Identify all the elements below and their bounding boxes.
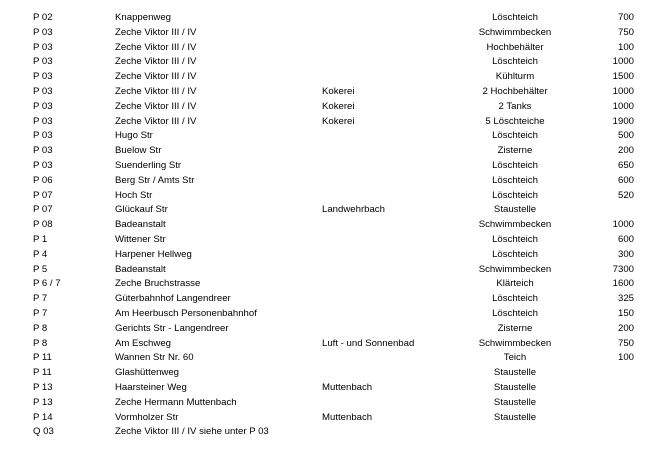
- street-cell: Hugo Str: [115, 130, 153, 142]
- table-row: [0, 277, 652, 292]
- type-cell: Klärteich: [496, 278, 534, 290]
- type-cell: 5 Löschteiche: [485, 115, 545, 127]
- note-cell: Kokerei: [322, 100, 355, 112]
- street-cell: Zeche Viktor III / IV: [115, 85, 197, 97]
- note-cell: Luft - und Sonnenbad: [322, 337, 415, 349]
- plan-cell: P 03: [33, 41, 53, 53]
- type-cell: Löschteich: [492, 174, 538, 186]
- street-cell: Glashüttenweg: [115, 367, 179, 379]
- type-cell: Schwimmbecken: [478, 337, 552, 349]
- table-row: [0, 307, 652, 322]
- volume-cell: 750: [617, 26, 634, 38]
- table-row: [0, 11, 652, 26]
- street-cell: Badeanstalt: [115, 263, 166, 275]
- street-cell: Zeche Viktor III / IV: [115, 26, 197, 38]
- plan-cell: P 03: [33, 26, 53, 38]
- plan-cell: P 07: [33, 189, 53, 201]
- table-row: [0, 85, 652, 100]
- volume-cell: 520: [617, 189, 634, 201]
- table-row: [0, 55, 652, 70]
- table-row: [0, 189, 652, 204]
- volume-cell: 1000: [612, 219, 634, 231]
- volume-cell: 325: [617, 293, 634, 305]
- plan-cell: P 6 / 7: [33, 278, 61, 290]
- plan-cell: P 14: [33, 411, 53, 423]
- note-cell: Muttenbach: [322, 381, 373, 393]
- table-row: [0, 203, 652, 218]
- plan-cell: P 13: [33, 396, 53, 408]
- table-row: [0, 100, 652, 115]
- type-cell: Kühlturm: [495, 71, 535, 83]
- volume-cell: 150: [617, 307, 634, 319]
- street-cell: Wittener Str: [115, 233, 166, 245]
- note-cell: Muttenbach: [322, 411, 373, 423]
- street-cell: Wannen Str Nr. 60: [115, 352, 194, 364]
- volume-cell: 600: [617, 174, 634, 186]
- street-cell: Gerichts Str - Langendreer: [115, 322, 229, 334]
- note-cell: Kokerei: [322, 115, 355, 127]
- plan-cell: P 03: [33, 56, 53, 68]
- volume-cell: 1900: [612, 115, 634, 127]
- plan-cell: P 02: [33, 12, 53, 23]
- plan-cell: P 07: [33, 204, 53, 216]
- volume-cell: 1000: [612, 85, 634, 97]
- table-row: [0, 26, 652, 41]
- type-cell: Staustelle: [493, 204, 537, 216]
- volume-cell: 1000: [612, 56, 634, 68]
- table-row: [0, 218, 652, 233]
- table-row: [0, 381, 652, 396]
- volume-cell: 1600: [612, 278, 634, 290]
- type-cell: Schwimmbecken: [478, 26, 552, 38]
- table-row: [0, 263, 652, 278]
- table-row: [0, 115, 652, 130]
- plan-cell: P 5: [33, 263, 48, 275]
- street-cell: Am Eschweg: [115, 337, 171, 349]
- type-cell: Löschteich: [492, 233, 538, 245]
- plan-cell: P 03: [33, 85, 53, 97]
- plan-cell: P 08: [33, 219, 53, 231]
- volume-cell: 750: [617, 337, 634, 349]
- plan-cell: P 13: [33, 381, 53, 393]
- volume-cell: 600: [617, 233, 634, 245]
- table-row: [0, 174, 652, 189]
- plan-cell: P 8: [33, 337, 48, 349]
- street-cell: Suenderling Str: [115, 159, 182, 171]
- plan-cell: P 11: [33, 367, 52, 379]
- type-cell: Löschteich: [492, 189, 538, 201]
- type-cell: Löschteich: [492, 293, 538, 305]
- street-cell: Zeche Viktor III / IV: [115, 71, 197, 83]
- table-row: [0, 351, 652, 366]
- plan-cell: P 1: [33, 233, 48, 245]
- volume-cell: 200: [617, 322, 634, 334]
- type-cell: Staustelle: [493, 396, 537, 408]
- table-row: [0, 129, 652, 144]
- type-cell: Löschteich: [492, 130, 538, 142]
- table-row: [0, 159, 652, 174]
- table-row: [0, 396, 652, 411]
- table-row: [0, 70, 652, 85]
- volume-cell: 650: [617, 159, 634, 171]
- street-cell: Zeche Viktor III / IV: [115, 56, 197, 68]
- volume-cell: 500: [617, 130, 634, 142]
- street-cell: Zeche Hermann Muttenbach: [115, 396, 237, 408]
- type-cell: Löschteich: [492, 159, 538, 171]
- type-cell: Teich: [503, 352, 527, 364]
- street-cell: Badeanstalt: [115, 219, 166, 231]
- plan-cell: P 03: [33, 71, 53, 83]
- volume-cell: 1000: [612, 100, 634, 112]
- table-row: [0, 41, 652, 56]
- volume-cell: 100: [617, 41, 634, 53]
- street-cell: Knappenweg: [115, 12, 172, 23]
- street-cell: Haarsteiner Weg: [115, 381, 187, 393]
- street-cell: Berg Str / Amts Str: [115, 174, 195, 186]
- plan-cell: Q 03: [33, 426, 54, 438]
- street-cell: Hoch Str: [115, 189, 153, 201]
- type-cell: 2 Hochbehälter: [482, 85, 548, 97]
- plan-cell: P 03: [33, 159, 53, 171]
- plan-cell: P 4: [33, 248, 48, 260]
- type-cell: Löschteich: [492, 307, 538, 319]
- water-source-table: [0, 11, 652, 440]
- type-cell: Löschteich: [492, 248, 538, 260]
- plan-cell: P 06: [33, 174, 53, 186]
- plan-cell: P 7: [33, 307, 48, 319]
- type-cell: Staustelle: [493, 367, 537, 379]
- plan-cell: P 03: [33, 130, 53, 142]
- street-cell: Zeche Viktor III / IV: [115, 100, 197, 112]
- street-cell: Zeche Viktor III / IV: [115, 115, 197, 127]
- type-cell: Schwimmbecken: [478, 219, 552, 231]
- type-cell: Löschteich: [492, 56, 538, 68]
- volume-cell: 300: [617, 248, 634, 260]
- plan-cell: P 8: [33, 322, 48, 334]
- type-cell: Löschteich: [492, 12, 538, 23]
- street-cell: Güterbahnhof Langendreer: [115, 293, 231, 305]
- volume-cell: 700: [617, 12, 634, 23]
- street-cell: Am Heerbusch Personenbahnhof: [115, 307, 257, 319]
- street-cell: Zeche Viktor III / IV siehe unter P 03: [115, 426, 269, 438]
- type-cell: Zisterne: [497, 145, 533, 157]
- type-cell: Zisterne: [497, 322, 533, 334]
- note-cell: Kokerei: [322, 85, 355, 97]
- type-cell: 2 Tanks: [498, 100, 532, 112]
- table-row: [0, 248, 652, 263]
- volume-cell: 7300: [612, 263, 634, 275]
- street-cell: Glückauf Str: [115, 204, 168, 216]
- street-cell: Harpener Hellweg: [115, 248, 192, 260]
- volume-cell: 1500: [612, 71, 634, 83]
- street-cell: Zeche Bruchstrasse: [115, 278, 201, 290]
- volume-cell: 100: [617, 352, 634, 364]
- plan-cell: P 03: [33, 115, 53, 127]
- table-row: [0, 337, 652, 352]
- table-row: [0, 322, 652, 337]
- plan-cell: P 11: [33, 352, 52, 364]
- table-row: [0, 292, 652, 307]
- street-cell: Zeche Viktor III / IV: [115, 41, 197, 53]
- street-cell: Buelow Str: [115, 145, 162, 157]
- volume-cell: 200: [617, 145, 634, 157]
- table-row: [0, 425, 652, 440]
- table-row: [0, 144, 652, 159]
- table-row: [0, 411, 652, 426]
- type-cell: Staustelle: [493, 411, 537, 423]
- type-cell: Hochbehälter: [486, 41, 544, 53]
- street-cell: Vormholzer Str: [115, 411, 179, 423]
- type-cell: Schwimmbecken: [478, 263, 552, 275]
- plan-cell: P 7: [33, 293, 48, 305]
- type-cell: Staustelle: [493, 381, 537, 393]
- table-row: [0, 233, 652, 248]
- plan-cell: P 03: [33, 145, 53, 157]
- table-row: [0, 366, 652, 381]
- note-cell: Landwehrbach: [322, 204, 385, 216]
- plan-cell: P 03: [33, 100, 53, 112]
